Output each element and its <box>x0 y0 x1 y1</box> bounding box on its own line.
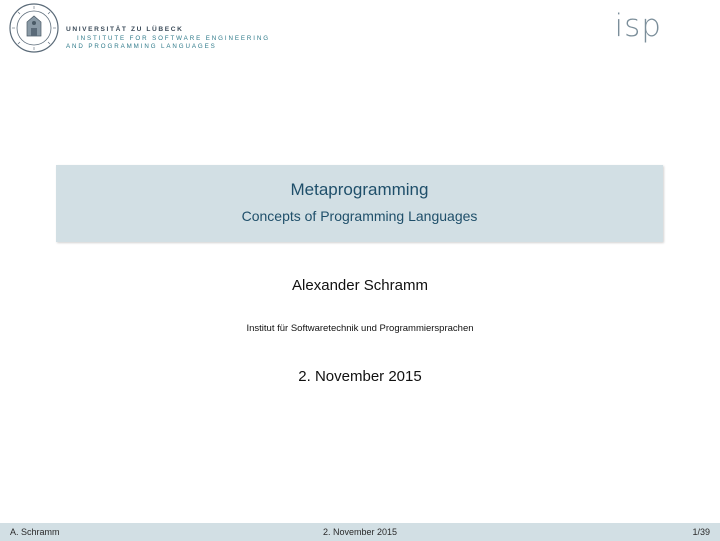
presentation-date: 2. November 2015 <box>298 368 422 385</box>
presentation-title: Metaprogramming <box>290 180 429 199</box>
university-name: UNIVERSITÄT ZU LÜBECK <box>66 26 184 33</box>
footer-author: A. Schramm <box>10 527 60 537</box>
presentation-subtitle: Concepts of Programming Languages <box>241 208 478 224</box>
isp-logo: isp <box>614 8 662 44</box>
footer-page-number: 1/39 <box>692 527 710 537</box>
footer-bar <box>0 523 720 541</box>
institute-name-line-1: INSTITUTE FOR SOFTWARE ENGINEERING <box>77 35 270 42</box>
institute-name: Institut für Softwaretechnik und Programmiersprachen <box>246 323 474 334</box>
footer-date: 2. November 2015 <box>322 527 398 537</box>
title-block <box>56 165 663 242</box>
institute-name-line-2: AND PROGRAMMING LANGUAGES <box>66 43 217 50</box>
author-name: Alexander Schramm <box>292 277 428 294</box>
university-seal-icon <box>8 2 60 54</box>
